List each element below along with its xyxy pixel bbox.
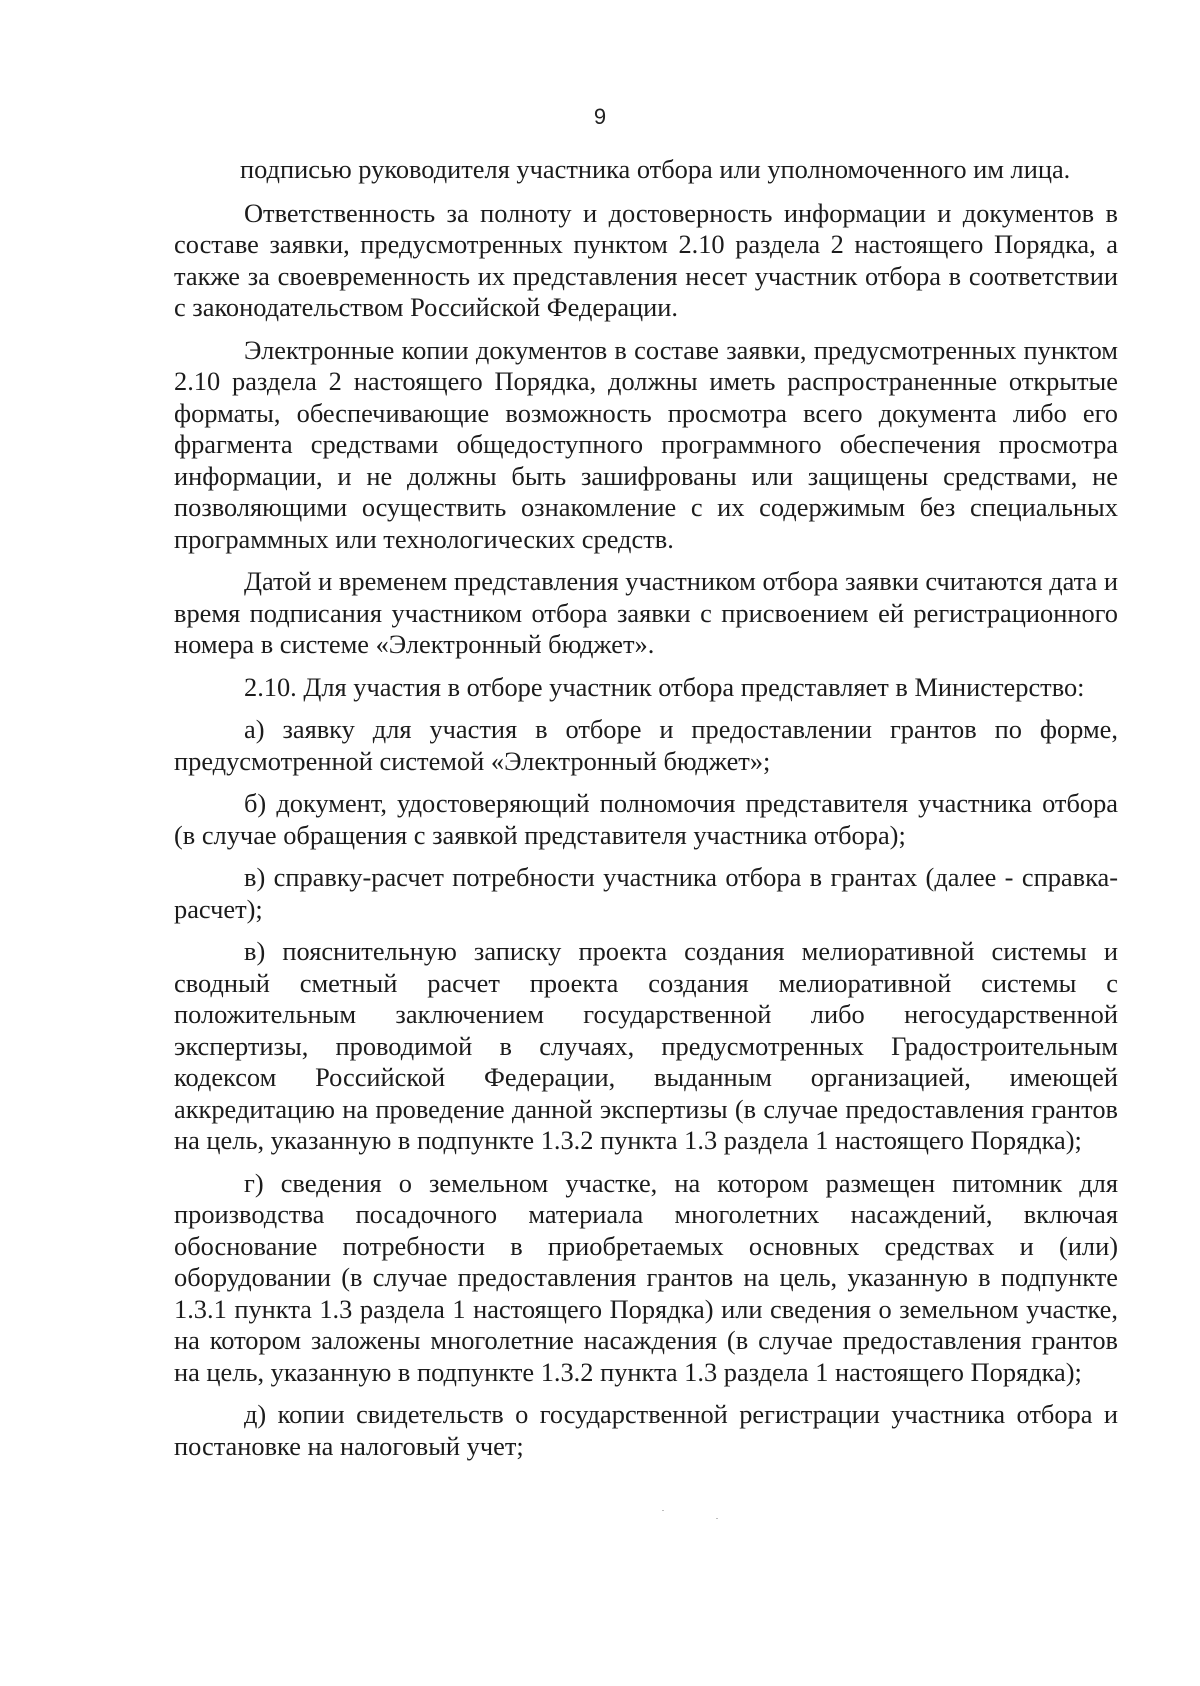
list-item-b: б) документ, удостоверяющий полномочия представителя участника отбора (в случае обращения с заявкой представителя участника отбора);	[174, 788, 1118, 850]
scan-speck	[662, 1510, 664, 1511]
paragraph-submission-date: Датой и временем представления участником отбора заявки считаются дата и время подписания участником отбора заявки с присвоением ей регистрационного номера в системе «Электронный бюджет».	[174, 566, 1118, 659]
list-item-g: г) сведения о земельном участке, на котором размещен питомник для производства посадочного материала многолетних насаждений, включая обоснование потребности в приобретаемых основных средствах и (или) оборудовании (в случае предоставления грантов на цель, указанную в подпункте 1.3.1 пункта 1.3 раздела 1 настоящего Порядка) или сведения о земельном участке, на котором заложены многолетние насаждения (в случае предоставления грантов на цель, указанную в подпункте 1.3.2 пункта 1.3 раздела 1 настоящего Порядка);	[174, 1167, 1118, 1387]
paragraph-2-10: 2.10. Для участия в отборе участник отбора представляет в Министерство:	[244, 671, 1085, 702]
list-item-v-explanatory-note: в) пояснительную записку проекта создания мелиоративной системы и сводный сметный расчет проекта создания мелиоративной системы с положительным заключением государственной либо негосударственной экспертизы, проводимой в случаях, предусмотренных Градостроительным кодексом Российской Федерации, выданным организацией, имеющей аккредитацию на проведение данной экспертизы (в случае предоставления грантов на цель, указанную в подпункте 1.3.2 пункта 1.3 раздела 1 настоящего Порядка);	[174, 936, 1118, 1155]
document-body	[174, 154, 1118, 1473]
paragraph-responsibility: Ответственность за полноту и достоверность информации и документов в составе заявки, предусмотренных пунктом 2.10 раздела 2 настоящего Порядка, а также за своевременность их представления несет участник отбора в соответствии с законодательством Российской Федерации.	[174, 197, 1118, 322]
scan-speck	[716, 1518, 718, 1519]
paragraph-signature: подписью руководителя участника отбора или уполномоченного им лица.	[240, 154, 1071, 184]
page-number: 9	[593, 104, 607, 129]
list-item-d: д) копии свидетельств о государственной регистрации участника отбора и постановке на налоговый учет;	[174, 1399, 1118, 1461]
list-item-a: а) заявку для участия в отборе и предоставлении грантов по форме, предусмотренной системой «Электронный бюджет»;	[174, 714, 1118, 776]
paragraph-electronic-copies: Электронные копии документов в составе заявки, предусмотренных пунктом 2.10 раздела 2 настоящего Порядка, должны иметь распространенные открытые форматы, обеспечивающие возможность просмотра всего документа либо его фрагмента средствами общедоступного программного обеспечения просмотра информации, и не должны быть зашифрованы или защищены средствами, не позволяющими осуществить ознакомление с их содержимым без специальных программных или технологических средств.	[174, 334, 1118, 554]
list-item-v-calculation: в) справку-расчет потребности участника отбора в грантах (далее - справка-расчет);	[174, 862, 1118, 924]
